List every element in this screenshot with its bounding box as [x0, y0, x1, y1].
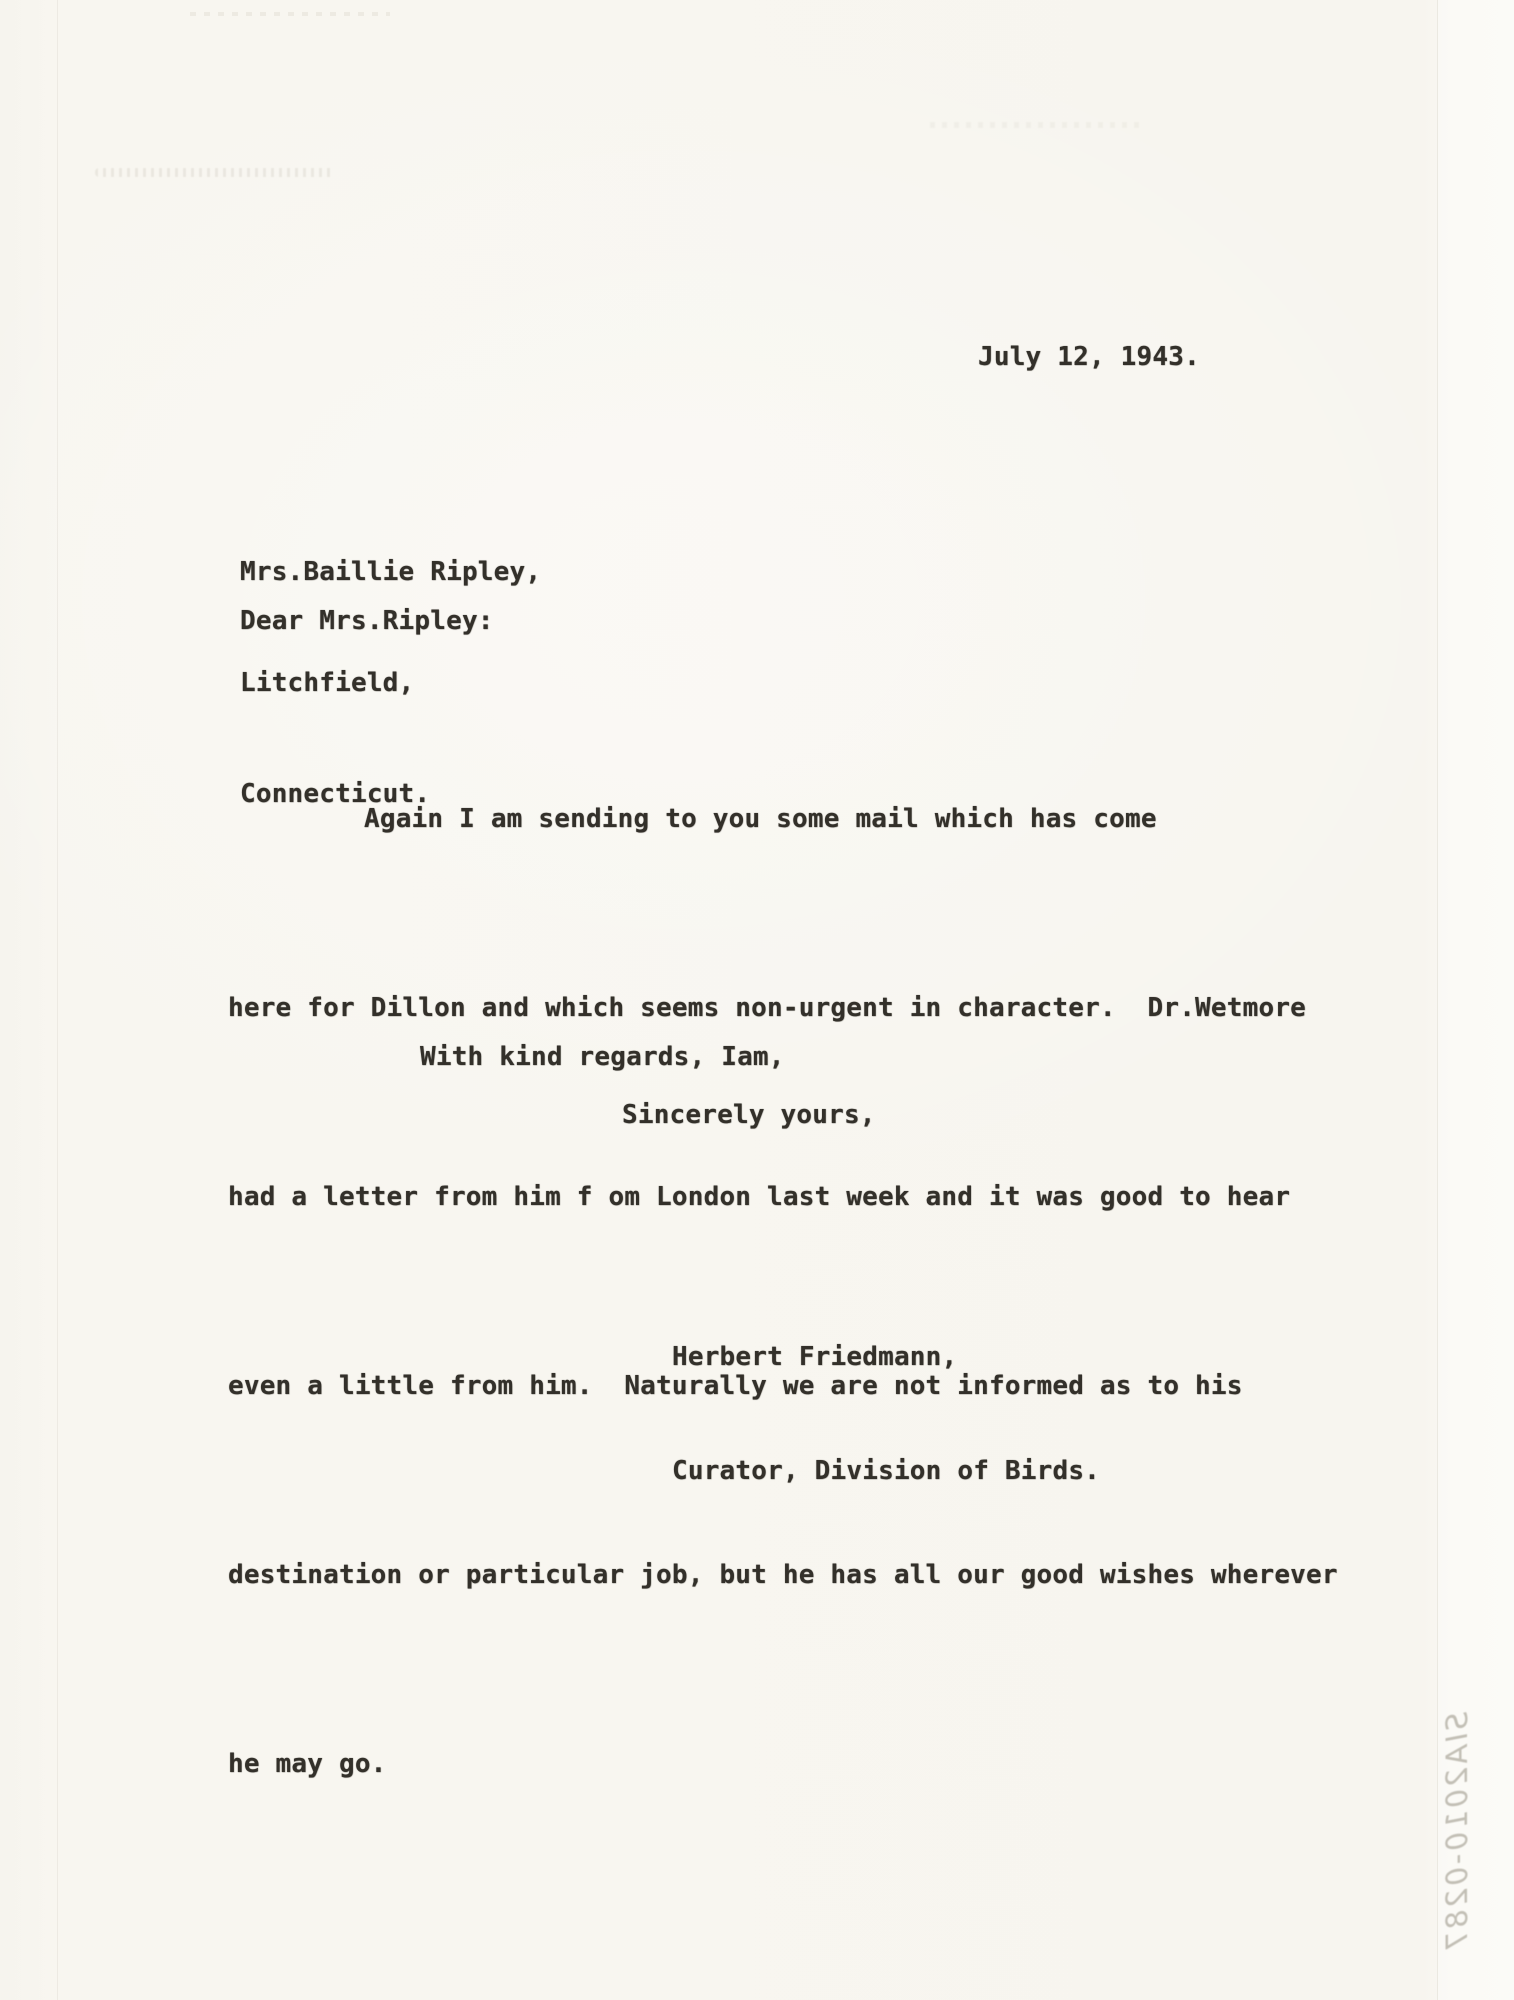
signature-name: Herbert Friedmann,	[672, 1342, 958, 1372]
date-line: July 12, 1943.	[978, 342, 1200, 372]
paper-edge-line-right	[1437, 0, 1438, 2000]
paper-edge-strip	[1438, 0, 1514, 2000]
body-line: even a little from him. Naturally we are not informed as to his	[228, 1371, 1243, 1401]
archive-number-pencil-note: SIA2010-0287	[1440, 1712, 1474, 1953]
signature-title: Curator, Division of Birds.	[672, 1456, 1101, 1486]
closing-regards: With kind regards, Iam,	[420, 1042, 785, 1072]
scan-artifact	[95, 168, 335, 177]
scan-artifact	[930, 122, 1145, 128]
paper-edge-line-left	[57, 0, 58, 2000]
body-line: Again I am sending to you some mail which has come	[364, 804, 1157, 834]
closing-sincerely: Sincerely yours,	[622, 1100, 876, 1130]
body-line: destination or particular job, but he has all our good wishes wherever	[228, 1560, 1338, 1590]
signature-block	[672, 1262, 1100, 1566]
body-line: he may go.	[228, 1749, 387, 1779]
recipient-city: Litchfield,	[240, 668, 415, 698]
body-line: had a letter from him f om London last week and it was good to hear	[228, 1182, 1291, 1212]
body-line: here for Dillon and which seems non-urgent in character. Dr.Wetmore	[228, 993, 1307, 1023]
recipient-name: Mrs.Baillie Ripley,	[240, 557, 542, 587]
scan-artifact	[190, 12, 390, 16]
recipient-state: Connecticut.	[240, 779, 431, 809]
salutation: Dear Mrs.Ripley:	[240, 606, 494, 636]
